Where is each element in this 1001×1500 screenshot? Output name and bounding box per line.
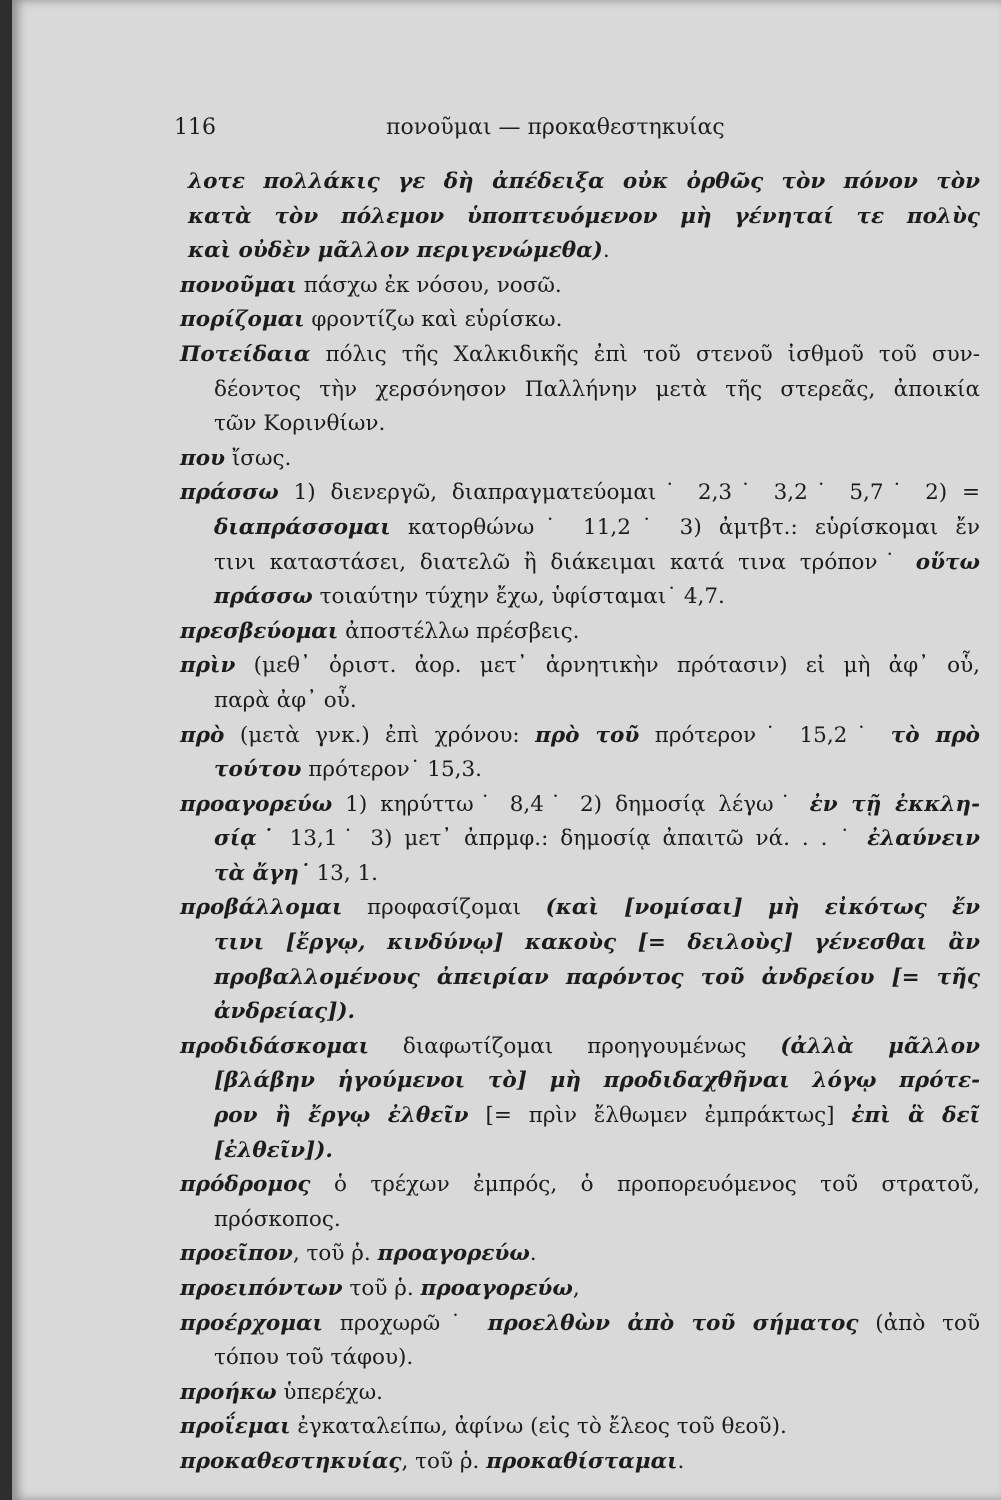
entry-continuation-line	[12, 580, 980, 615]
plain-text: ὑπερέχω.	[276, 1379, 383, 1405]
entry-line	[12, 649, 980, 684]
page-number: 116	[174, 115, 216, 140]
entry-continuation-line	[12, 961, 980, 996]
bold-italic-text: πορίζομαι	[180, 307, 305, 333]
plain-text: τόπου τοῦ τάφου).	[214, 1345, 414, 1371]
bold-italic-text: προέρχομαι	[180, 1310, 323, 1336]
plain-text: [= πρὶν ἔλθωμεν ἐμπράκτως]	[468, 1103, 852, 1129]
bold-italic-text: (καὶ [νομίσαι] μὴ εἰκότως ἔν	[545, 895, 980, 921]
bold-italic-text: προκαθεστηκυίας	[180, 1448, 402, 1474]
bold-italic-text: προβαλλομένους ἀπειρίαν παρόντος τοῦ ἀνδρείου [= τῆς	[214, 964, 980, 990]
bold-italic-text: λοτε πολλάκις γε δὴ ἀπέδειξα οὐκ ὀρθῶς τὸν πόνον τὸν	[188, 169, 980, 194]
plain-text: διαφωτίζομαι προηγουμένως	[369, 1033, 781, 1059]
bold-italic-text: τινι [ἔργῳ, κινδύνῳ] κακοὺς [= δειλοὺς] γένεσθαι ἂν	[214, 930, 980, 956]
bold-italic-text: [βλάβην ἡγούμενοι τὸ] μὴ προδιδαχθῆναι λόγῳ πρότε-	[214, 1068, 980, 1094]
entry-continuation-line	[12, 165, 980, 200]
plain-text: δέοντος τὴν χερσόνησον Παλλήνην μετὰ τῆς στερεᾶς, ἀποικία	[214, 376, 980, 402]
entry-continuation-line	[12, 373, 980, 408]
bold-italic-text: πρόδρομος	[180, 1172, 311, 1198]
plain-text: τινι καταστάσει, διατελῶ ἢ διάκειμαι κατά τινα τρόπον˙	[214, 549, 916, 575]
bold-italic-text: τὰ ἄγη˙	[214, 860, 310, 886]
plain-text: 13,1˙ 3) μετ᾽ ἀπρμφ.: δημοσίᾳ ἀπαιτῶ νά. . . ˙	[277, 826, 868, 852]
entry-line	[12, 1376, 980, 1411]
plain-text: πόλις τῆς Χαλκιδικῆς ἐπὶ τοῦ στενοῦ ἰσθμοῦ τοῦ συν-	[310, 341, 980, 367]
plain-text: πρότερον˙ 15,3.	[301, 757, 482, 783]
plain-text: , τοῦ ῥ.	[401, 1448, 487, 1474]
plain-text: , τοῦ ῥ.	[292, 1241, 378, 1267]
bold-italic-text: ἀνδρείας]).	[214, 999, 356, 1025]
entry-line	[12, 1445, 980, 1480]
entry-line	[12, 338, 980, 373]
page-header	[12, 115, 1001, 145]
bold-italic-text: προαγορεύω	[377, 1241, 530, 1267]
plain-text: φροντίζω καὶ εὑρίσκω.	[304, 307, 563, 333]
bold-italic-text: πρὸ	[180, 722, 225, 748]
entry-continuation-line	[12, 1203, 980, 1238]
entry-line	[12, 1237, 980, 1272]
book-page	[12, 0, 1001, 1500]
bold-italic-text: προαγορεύω	[420, 1276, 573, 1301]
bold-italic-text: ἐν τῇ ἐκκλη-	[809, 791, 980, 817]
bold-italic-text: ρον ἢ ἔργῳ ἐλθεῖν	[214, 1103, 469, 1129]
bold-italic-text: προελθὼν ἀπὸ τοῦ σήματος	[487, 1310, 859, 1336]
plain-text: παρὰ ἀφ᾽ οὗ.	[214, 687, 357, 713]
bold-italic-text: προΐεμαι	[180, 1414, 291, 1440]
entry-continuation-line	[12, 684, 980, 719]
entry-continuation-line	[12, 926, 980, 961]
plain-text: κατορθώνω˙ 11,2˙ 3) ἀμτβτ.: εὑρίσκομαι ἔν	[390, 514, 980, 540]
plain-text: τοιαύτην τύχην ἔχω, ὑφίσταμαι˙ 4,7.	[312, 584, 725, 610]
plain-text: .	[677, 1448, 685, 1474]
plain-text: προφασίζομαι	[342, 895, 546, 921]
plain-text: (μετὰ γνκ.) ἐπὶ χρόνου:	[224, 722, 536, 748]
bold-italic-text: οὕτω	[915, 549, 980, 575]
plain-text: .	[529, 1241, 537, 1267]
plain-text: ἴσως.	[225, 445, 292, 471]
bold-italic-text: προειπόντων	[180, 1276, 343, 1301]
plain-text: 13, 1.	[309, 860, 378, 886]
bold-italic-text: προδιδάσκομαι	[180, 1033, 369, 1059]
plain-text: πάσχω ἐκ νόσου, νοσῶ.	[296, 272, 562, 298]
bold-italic-text: [ἐλθεῖν]).	[214, 1137, 333, 1163]
entry-continuation-line	[12, 822, 980, 857]
plain-text: .	[602, 238, 610, 264]
plain-text: ,	[572, 1276, 580, 1301]
entry-line	[12, 788, 980, 823]
bold-italic-text: σίᾳ˙	[214, 826, 278, 852]
entry-line	[12, 1168, 980, 1203]
bold-italic-text: τούτου	[214, 757, 302, 783]
entry-continuation-line	[12, 1134, 980, 1169]
entry-continuation-line	[12, 1341, 980, 1376]
plain-text: (μεθ᾽ ὁριστ. ἀορ. μετ᾽ ἀρνητικὴν πρότασιν) εἰ μὴ ἀφ᾽ οὗ,	[235, 653, 980, 679]
plain-text: προχωρῶ˙	[322, 1310, 488, 1336]
entry-continuation-line	[12, 234, 980, 269]
entry-continuation-line	[12, 1064, 980, 1099]
bold-italic-text: τὸ πρὸ	[890, 722, 980, 748]
plain-text: ὁ τρέχων ἐμπρός, ὁ προπορευόμενος τοῦ στρατοῦ,	[310, 1172, 980, 1198]
bold-italic-text: πράσσω	[214, 584, 313, 610]
plain-text: 1) κηρύττω˙ 8,4˙ 2) δημοσίᾳ λέγω˙	[332, 791, 810, 817]
bold-italic-text: Ποτείδαια	[180, 341, 311, 367]
entry-line	[12, 1272, 980, 1307]
plain-text: τῶν Κορινθίων.	[214, 411, 386, 437]
bold-italic-text: κατὰ τὸν πόλεμον ὑποπτευόμενον μὴ γένηταί τε πολὺς	[188, 203, 980, 229]
entry-line	[12, 303, 980, 338]
entry-line	[12, 719, 980, 754]
bold-italic-text: καὶ οὐδὲν μᾶλλον περιγενώμεθα)	[188, 238, 603, 264]
bold-italic-text: (ἀλλὰ μᾶλλον	[780, 1033, 980, 1059]
bold-italic-text: διαπράσσομαι	[214, 514, 391, 540]
bold-italic-text: ἐλαύνειν	[867, 826, 980, 852]
bold-italic-text: πρεσβεύομαι	[180, 618, 339, 644]
plain-text: ἀποστέλλω πρέσβεις.	[338, 618, 580, 644]
bold-italic-text: πράσσω	[180, 480, 279, 506]
entry-line	[12, 1410, 980, 1445]
entry-continuation-line	[12, 511, 980, 546]
entry-continuation-line	[12, 753, 980, 788]
plain-text: 1) διενεργῶ, διαπραγματεύομαι˙ 2,3˙ 3,2˙ 5,7˙ 2) =	[278, 480, 980, 506]
bold-italic-text: που	[180, 445, 225, 471]
entry-continuation-line	[12, 1099, 980, 1134]
lexicon-entries	[12, 165, 1001, 1480]
entry-continuation-line	[12, 200, 980, 235]
entry-continuation-line	[12, 546, 980, 581]
bold-italic-text: πρὸ τοῦ	[535, 722, 640, 748]
entry-line	[12, 615, 980, 650]
entry-continuation-line	[12, 857, 980, 892]
bold-italic-text: προεῖπον	[180, 1241, 293, 1267]
bold-italic-text: πονοῦμαι	[180, 272, 297, 298]
bold-italic-text: προβάλλομαι	[180, 895, 343, 921]
entry-line	[12, 891, 980, 926]
bold-italic-text: προήκω	[180, 1379, 277, 1405]
entry-line	[12, 269, 980, 304]
entry-line	[12, 1030, 980, 1065]
bold-italic-text: πρὶν	[180, 653, 236, 679]
bold-italic-text: προκαθίσταμαι	[486, 1448, 678, 1474]
plain-text: πρότερον˙ 15,2˙	[639, 722, 891, 748]
entry-line	[12, 476, 980, 511]
plain-text: (ἀπὸ τοῦ	[858, 1310, 980, 1336]
bold-italic-text: ἐπὶ ἃ δεῖ	[851, 1103, 980, 1129]
plain-text: πρόσκοπος.	[214, 1206, 341, 1232]
entry-continuation-line	[12, 995, 980, 1030]
running-head: πονοῦμαι — προκαθεστηκυίας	[386, 115, 725, 140]
plain-text: ἐγκαταλείπω, ἀφίνω (εἰς τὸ ἔλεος τοῦ θεοῦ).	[290, 1414, 787, 1440]
entry-line	[12, 1307, 980, 1342]
entry-line	[12, 442, 980, 477]
plain-text: τοῦ ῥ.	[342, 1276, 421, 1301]
bold-italic-text: προαγορεύω	[180, 791, 333, 817]
entry-continuation-line	[12, 407, 980, 442]
